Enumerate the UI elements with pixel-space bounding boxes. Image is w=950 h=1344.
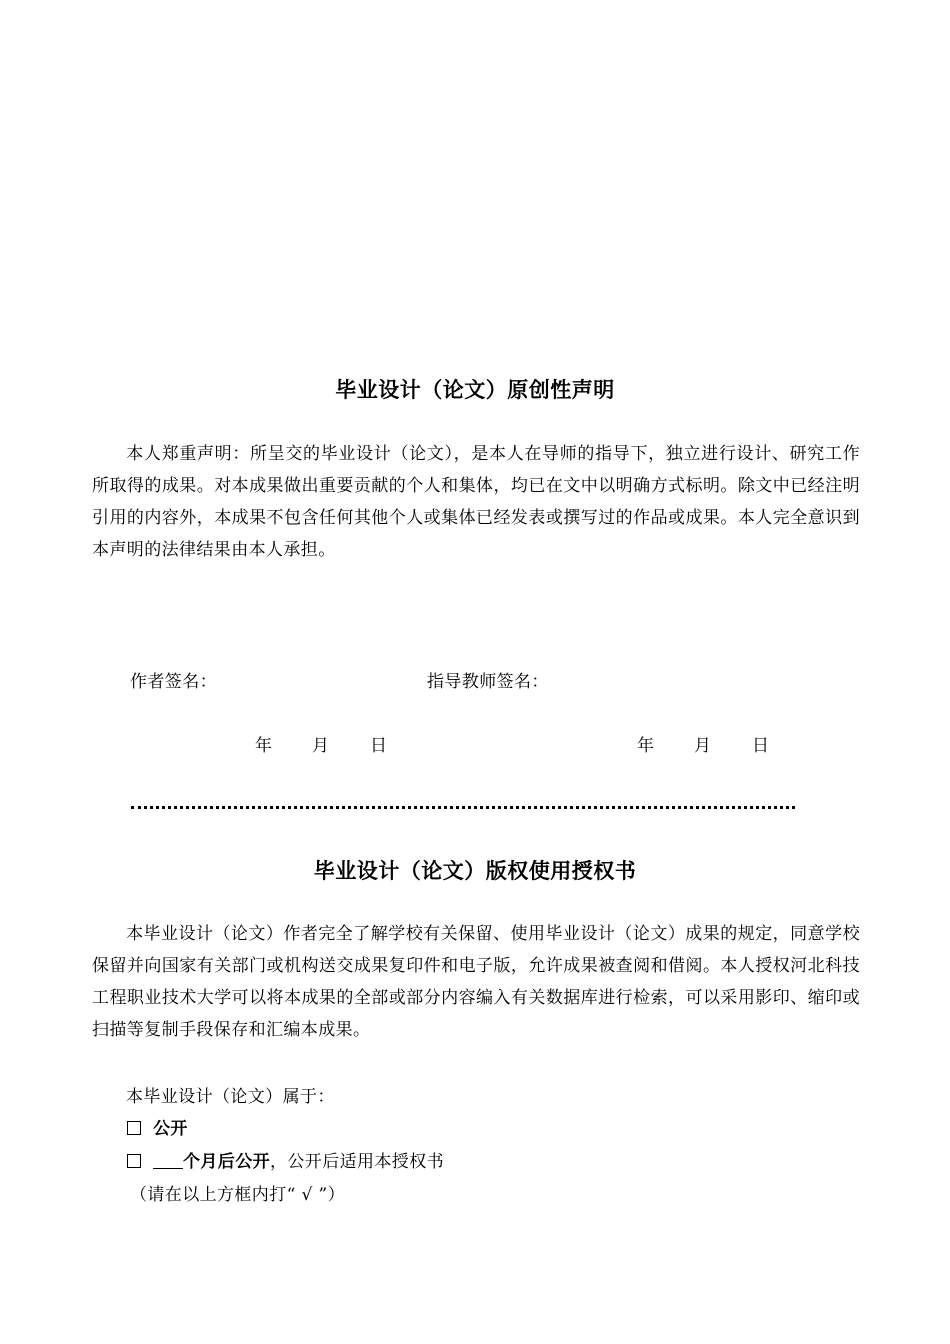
- author-date-day: 日: [370, 736, 388, 756]
- belongs-label: 本毕业设计（论文）属于：: [126, 1087, 335, 1107]
- advisor-signature-label: 指导教师签名：: [427, 672, 549, 692]
- checkbox-instruction: （请在以上方框内打“ √ ”）: [130, 1185, 346, 1205]
- author-signature-label: 作者签名：: [130, 672, 217, 692]
- authorization-body-text: 本毕业设计（论文）作者完全了解学校有关保留、使用毕业设计（论文）成果的规定，同意学校保留并向国家有关部门或机构送交成果复印件和电子版，允许成果被查阅和借阅。本人授权河北科技工程职业技术大学可以将本成果的全部或部分内容编入有关数据库进行检索，可以采用影印、缩印或扫描等复制手段保存和汇编本成果。: [92, 924, 860, 1040]
- option-delayed[interactable]: [127, 1147, 444, 1172]
- option-delayed-note: ，公开后适用本授权书: [270, 1152, 444, 1172]
- advisor-date-year: 年: [637, 736, 655, 756]
- months-blank[interactable]: [153, 1168, 183, 1169]
- advisor-date-day: 日: [752, 736, 770, 756]
- option-public-label: 公开: [153, 1119, 188, 1139]
- option-delayed-label: 个月后公开: [183, 1152, 270, 1172]
- declaration-body-text: 本人郑重声明：所呈交的毕业设计（论文），是本人在导师的指导下，独立进行设计、研究工作所取得的成果。对本成果做出重要贡献的个人和集体，均已在文中以明确方式标明。除文中已经注明引用的内容外，本成果不包含任何其他个人或集体已经发表或撰写过的作品或成果。本人完全意识到本声明的法律结果由本人承担。: [92, 444, 860, 560]
- author-date-month: 月: [312, 736, 330, 756]
- author-date-year: 年: [255, 736, 273, 756]
- declaration-body: [92, 438, 860, 566]
- authorization-body: [92, 918, 860, 1046]
- declaration-title: 毕业设计（论文）原创性声明: [335, 378, 615, 402]
- public-checkbox[interactable]: [127, 1121, 141, 1135]
- advisor-date-month: 月: [694, 736, 712, 756]
- delayed-checkbox[interactable]: [127, 1154, 141, 1168]
- option-public[interactable]: [127, 1114, 188, 1139]
- section-divider: [131, 806, 795, 809]
- authorization-title: 毕业设计（论文）版权使用授权书: [313, 859, 637, 883]
